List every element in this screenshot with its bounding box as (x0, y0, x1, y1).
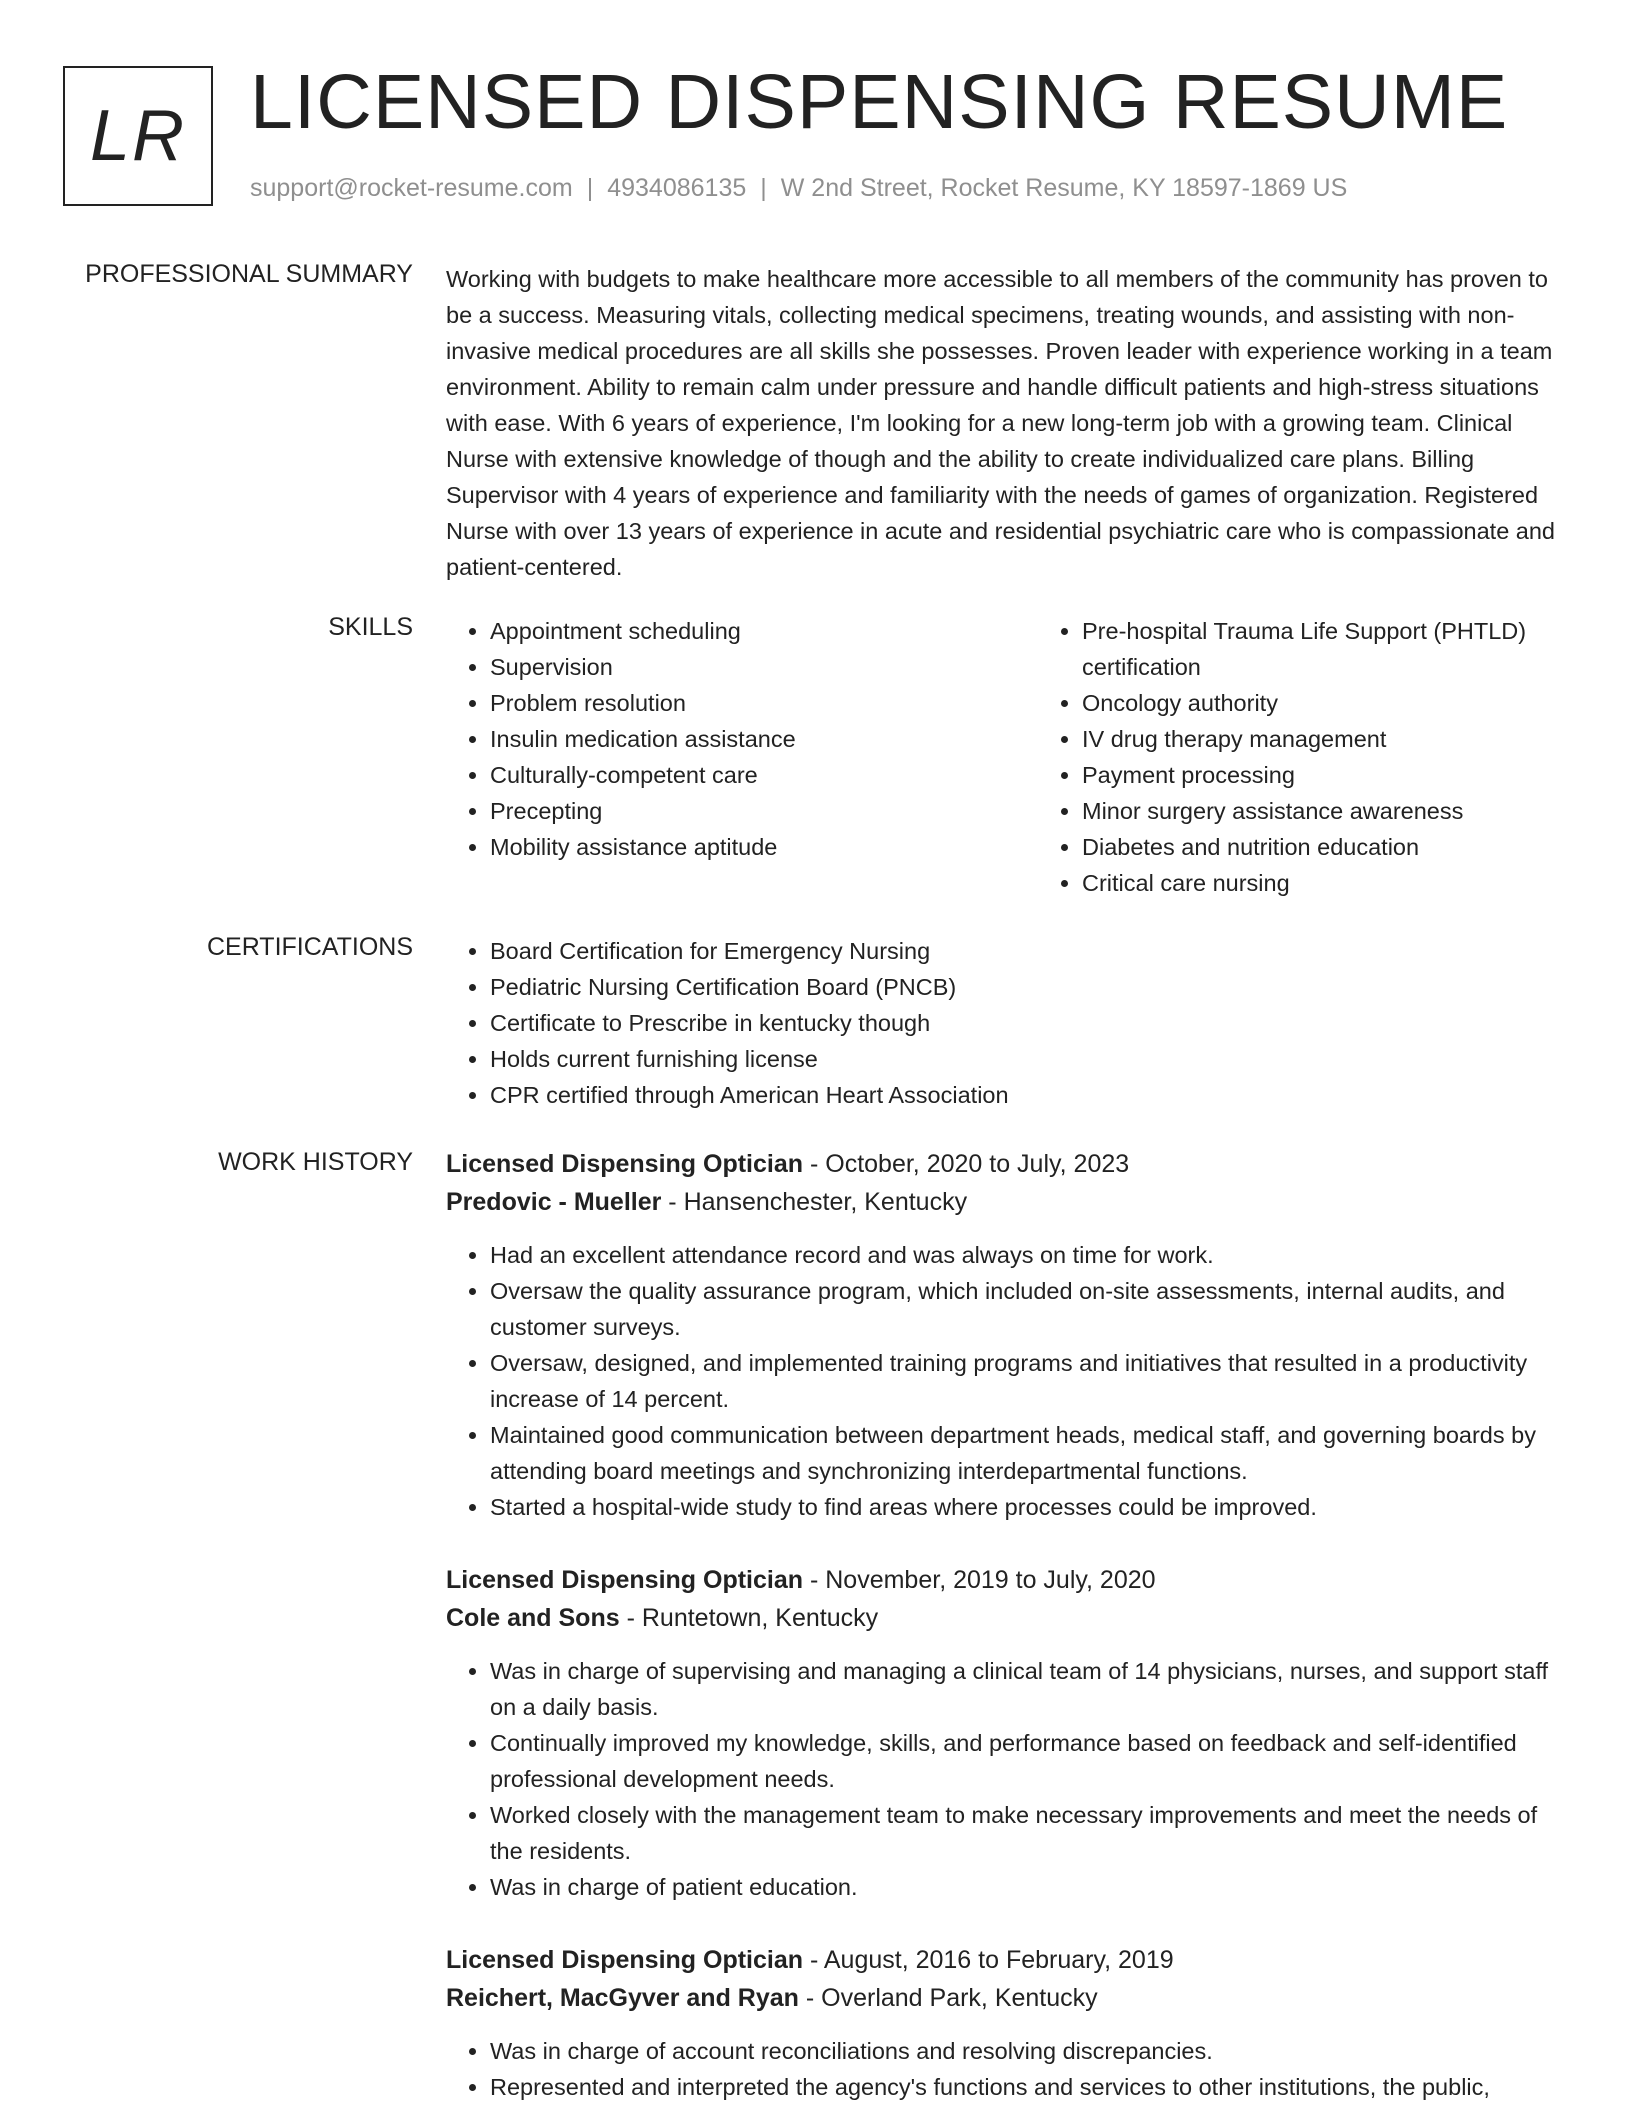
job-title: Licensed Dispensing Optician (446, 1150, 804, 1178)
job-dates: - October, 2020 to July, 2023 (803, 1150, 1130, 1178)
certification-item: • Certificate to Prescribe in kentucky though (490, 1005, 1566, 1041)
skill-item: • Pre-hospital Trauma Life Support (PHTLD) certification (1082, 613, 1630, 685)
job-duty: • Maintained good communication between department heads, medical staff, and governing boards by attending board meetings and synchronizing interdepartmental functions. (490, 1417, 1566, 1489)
job-duty: • Was in charge of patient education. (490, 1869, 1566, 1905)
skill-item: • Diabetes and nutrition education (1082, 829, 1630, 865)
job-duty: • Represented and interpreted the agency's functions and services to other institutions, the public, (490, 2069, 1566, 2105)
skills-list-left (446, 613, 1038, 901)
job-dates: - August, 2016 to February, 2019 (803, 1946, 1174, 1974)
skill-item: • Payment processing (1082, 757, 1630, 793)
job-dates: - November, 2019 to July, 2020 (803, 1566, 1156, 1594)
job-duty: • Was in charge of supervising and managing a clinical team of 14 physicians, nurses, and support staff on a daily basis. (490, 1653, 1566, 1725)
summary-text: Working with budgets to make healthcare more accessible to all members of the community has proven to be a success. Measuring vitals, collecting medical specimens, treating wounds, and assisting with non-invasive medical procedures are all skills she possesses. Proven leader with experience working in a team environment. Ability to remain calm under pressure and handle difficult patients and high-stress situations with ease. With 6 years of experience, I'm looking for a new long-term job with a growing team. Clinical Nurse with extensive knowledge of though and the ability to create individualized care plans. Billing Supervisor with 4 years of experience and familiarity with the needs of games of organization. Registered Nurse with over 13 years of experience in acute and residential psychiatric care who is compassionate and patient-centered. (446, 266, 1555, 580)
job-duties-list (446, 1653, 1566, 1905)
job-company: Cole and Sons (446, 1604, 620, 1632)
job-duty: • Had an excellent attendance record and was always on time for work. (490, 1237, 1566, 1273)
resume-title: LICENSED DISPENSING RESUME (250, 59, 1509, 145)
section-label-certifications: CERTIFICATIONS (206, 933, 413, 961)
skills-list-right (1038, 613, 1630, 901)
job-company-line (446, 1599, 1566, 1637)
job-entry (446, 1561, 1566, 1905)
certification-item: • Holds current furnishing license (490, 1041, 1566, 1077)
job-company: Predovic - Mueller (446, 1188, 662, 1216)
contact-phone: 4934086135 (607, 174, 747, 202)
skill-item: • Critical care nursing (1082, 865, 1630, 901)
section-label-summary: PROFESSIONAL SUMMARY (85, 260, 413, 288)
skill-item: • Appointment scheduling (490, 613, 1038, 649)
section-label-skills: SKILLS (328, 613, 413, 641)
summary-body (446, 261, 1566, 585)
job-duties-list (446, 1237, 1566, 1525)
job-title-line (446, 1145, 1566, 1183)
skill-item: • Culturally-competent care (490, 757, 1038, 793)
job-location: - Hansenchester, Kentucky (661, 1188, 968, 1216)
job-duty: • Continually improved my knowledge, skills, and performance based on feedback and self-identified professional development needs. (490, 1725, 1566, 1797)
certification-item: • Pediatric Nursing Certification Board (PNCB) (490, 969, 1566, 1005)
job-duty: • Started a hospital-wide study to find areas where processes could be improved. (490, 1489, 1566, 1525)
certification-item: • CPR certified through American Heart Association (490, 1077, 1566, 1113)
job-entry (446, 1941, 1566, 2105)
contact-separator: | (760, 174, 767, 202)
job-title: Licensed Dispensing Optician (446, 1566, 804, 1594)
skill-item: • Precepting (490, 793, 1038, 829)
contact-address: W 2nd Street, Rocket Resume, KY 18597-1869 US (780, 174, 1348, 202)
job-title: Licensed Dispensing Optician (446, 1946, 804, 1974)
job-company-line (446, 1979, 1566, 2017)
skill-item: • Supervision (490, 649, 1038, 685)
skill-item: • Insulin medication assistance (490, 721, 1038, 757)
job-location: - Runtetown, Kentucky (619, 1604, 879, 1632)
skill-item: • Mobility assistance aptitude (490, 829, 1038, 865)
job-title-line (446, 1561, 1566, 1599)
job-title-line (446, 1941, 1566, 1979)
section-label-work-history: WORK HISTORY (218, 1148, 413, 1176)
certification-item: • Board Certification for Emergency Nursing (490, 933, 1566, 969)
skill-item: • Minor surgery assistance awareness (1082, 793, 1630, 829)
skill-item: • Problem resolution (490, 685, 1038, 721)
certifications-list (446, 933, 1566, 1113)
certifications-body (446, 933, 1566, 1113)
job-company: Reichert, MacGyver and Ryan (446, 1984, 799, 2012)
contact-separator: | (586, 174, 594, 202)
job-duty: • Oversaw, designed, and implemented training programs and initiatives that resulted in a productivity increase of 14 percent. (490, 1345, 1566, 1417)
skill-item: • IV drug therapy management (1082, 721, 1630, 757)
contact-line (250, 174, 1347, 203)
job-duty: • Oversaw the quality assurance program, which included on-site assessments, internal audits, and customer surveys. (490, 1273, 1566, 1345)
skills-body (446, 613, 1566, 901)
skill-item: • Oncology authority (1082, 685, 1630, 721)
job-company-line (446, 1183, 1566, 1221)
job-duty: • Worked closely with the management team to make necessary improvements and meet the needs of the residents. (490, 1797, 1566, 1869)
job-duty: • Was in charge of account reconciliations and resolving discrepancies. (490, 2033, 1566, 2069)
job-duties-list (446, 2033, 1566, 2105)
job-entry (446, 1145, 1566, 1525)
contact-email: support@rocket-resume.com (250, 174, 573, 202)
job-location: - Overland Park, Kentucky (798, 1984, 1098, 2012)
monogram-badge: LR (63, 66, 213, 206)
